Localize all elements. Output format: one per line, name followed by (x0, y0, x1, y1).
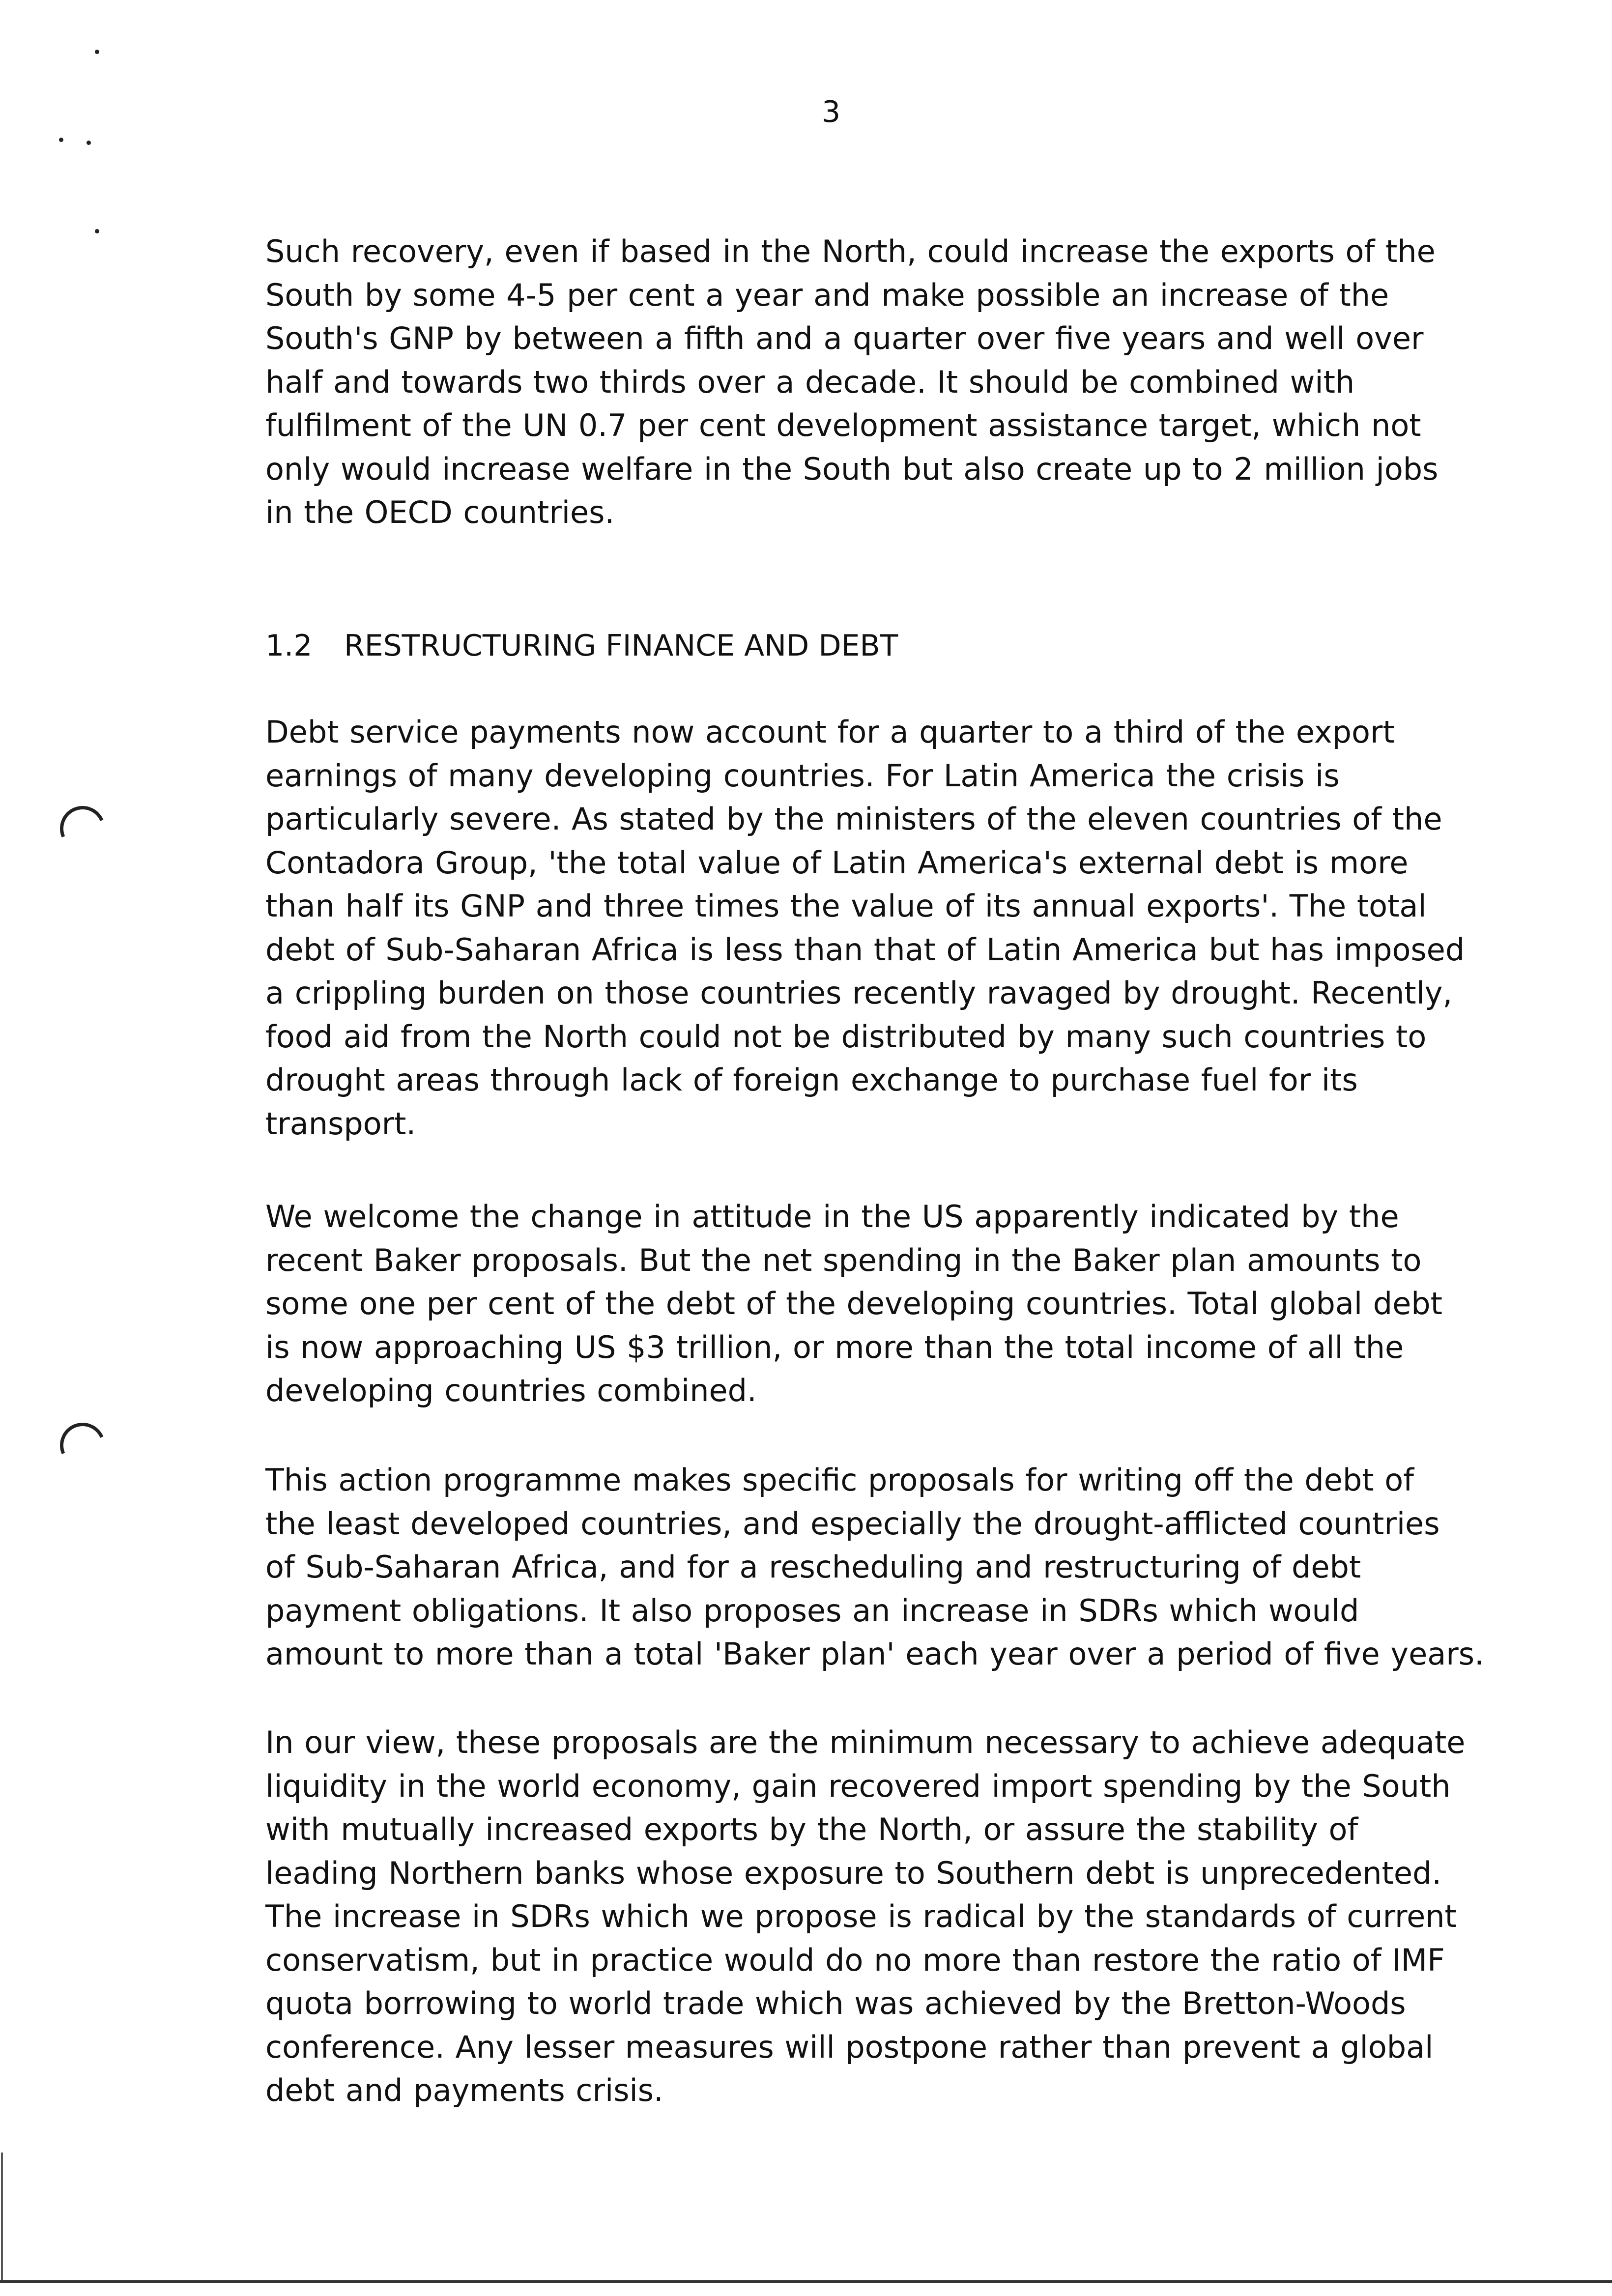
text-line: fulfilment of the UN 0.7 per cent development assistance target, which not (265, 407, 1421, 443)
text-line: South by some 4-5 per cent a year and make possible an increase of the (265, 277, 1389, 313)
text-line: half and towards two thirds over a decade. It should be combined with (265, 364, 1355, 400)
text-line: payment obligations. It also proposes an increase in SDRs which would (265, 1592, 1359, 1629)
text-line: Such recovery, even if based in the North, could increase the exports of the (265, 233, 1436, 269)
scan-speck (86, 141, 91, 145)
text-line: drought areas through lack of foreign exchange to purchase fuel for its (265, 1062, 1358, 1098)
page-number: 3 (822, 95, 841, 129)
scan-speck (59, 138, 63, 142)
paragraph-action-programme (265, 1459, 1489, 1676)
text-line: is now approaching US $3 trillion, or more than the total income of all the (265, 1329, 1404, 1365)
text-line: a crippling burden on those countries recently ravaged by drought. Recently, (265, 975, 1453, 1011)
text-line: This action programme makes specific proposals for writing off the debt of (265, 1462, 1414, 1498)
text-line: South's GNP by between a fifth and a quarter over five years and well over (265, 320, 1424, 356)
text-line: Debt service payments now account for a quarter to a third of the export (265, 714, 1395, 750)
paragraph-recovery (265, 230, 1489, 535)
text-line: developing countries combined. (265, 1373, 757, 1408)
scan-speck (95, 229, 99, 233)
text-line: liquidity in the world economy, gain recovered import spending by the South (265, 1768, 1451, 1804)
scan-speck (95, 50, 99, 54)
punch-hole-mark (53, 799, 112, 858)
scan-edge-left (1, 2152, 3, 2280)
text-line: We welcome the change in attitude in the US apparently indicated by the (265, 1199, 1399, 1234)
text-line: conservatism, but in practice would do no more than restore the ratio of IMF (265, 1942, 1445, 1978)
text-line: debt of Sub-Saharan Africa is less than that of Latin America but has imposed (265, 931, 1465, 968)
section-title: RESTRUCTURING FINANCE AND DEBT (344, 629, 898, 663)
text-line: quota borrowing to world trade which was achieved by the Bretton-Woods (265, 1985, 1406, 2021)
text-line: some one per cent of the debt of the developing countries. Total global debt (265, 1286, 1442, 1321)
text-line: the least developed countries, and especially the drought-afflicted countries (265, 1505, 1440, 1542)
text-line: leading Northern banks whose exposure to Southern debt is unprecedented. (265, 1855, 1442, 1891)
text-line: amount to more than a total 'Baker plan' each year over a period of five years. (265, 1636, 1484, 1672)
punch-hole-mark (53, 1416, 112, 1475)
text-line: Contadora Group, 'the total value of Latin America's external debt is more (265, 844, 1409, 881)
text-line: In our view, these proposals are the minimum necessary to achieve adequate (265, 1724, 1466, 1760)
section-number: 1.2 (265, 629, 313, 663)
text-line: transport. (265, 1105, 416, 1142)
text-line: of Sub-Saharan Africa, and for a rescheduling and restructuring of debt (265, 1549, 1361, 1585)
paragraph-debt-service (265, 711, 1489, 1146)
paragraph-baker-proposals (265, 1195, 1489, 1413)
text-line: food aid from the North could not be distributed by many such countries to (265, 1018, 1427, 1055)
text-line: recent Baker proposals. But the net spending in the Baker plan amounts to (265, 1242, 1422, 1278)
paragraph-liquidity (265, 1721, 1489, 2113)
text-line: conference. Any lesser measures will postpone rather than prevent a global (265, 2029, 1434, 2065)
text-line: earnings of many developing countries. For Latin America the crisis is (265, 757, 1340, 794)
section-heading (265, 624, 898, 667)
text-line: particularly severe. As stated by the ministers of the eleven countries of the (265, 801, 1442, 837)
text-line: The increase in SDRs which we propose is radical by the standards of current (265, 1898, 1457, 1934)
scan-edge-bottom (0, 2280, 1612, 2283)
text-line: than half its GNP and three times the value of its annual exports'. The total (265, 888, 1427, 924)
text-line: with mutually increased exports by the North, or assure the stability of (265, 1811, 1358, 1847)
text-line: in the OECD countries. (265, 494, 615, 530)
text-line: only would increase welfare in the South but also create up to 2 million jobs (265, 451, 1439, 487)
text-line: debt and payments crisis. (265, 2072, 663, 2108)
